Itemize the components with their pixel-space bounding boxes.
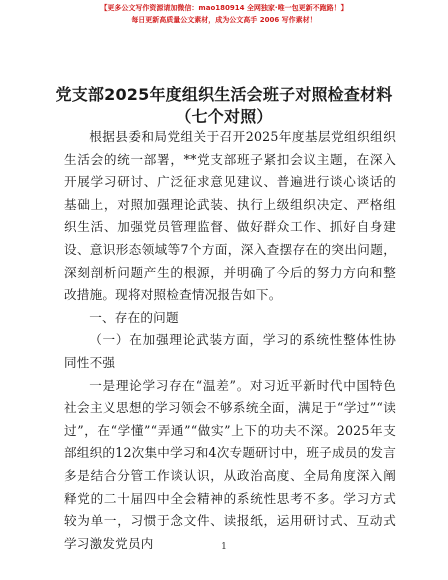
page-number: 1 [221,542,227,552]
intro-paragraph: 根据县委和局党组关于召开2025年度基层党组织组织生活会的统一部署，**党支部班子紧扣会议主题，在深入开展学习研讨、广泛征求意见建议、普遍进行谈心谈话的基础上，对照加强理论武装、执行上级组织决定、严格组织生活、加强党员管理监督、做好群众工作、抓好自身建设、意识形态领域等7个方面，深入查摆存在的突出问题，深刻剖析问题产生的根源，并明确了今后的努力方向和整改措施。现将对照检查情况报告如下。 [64,129,396,303]
promo-banner [0,2,448,26]
document-title: 党支部2025年度组织生活会班子对照检查材料 [55,85,393,104]
promo-banner-line-1: 【更多公文写作资源请加微信：mao180914 全网独家·唯一包更新不跑路！】 [100,4,348,12]
subsection-heading: （一）在加强理论武装方面，学习的系统性整体性协同性不强 [64,332,396,370]
promo-banner-line-2: 每日更新高质量公文素材，成为公文高手 2006 写作素材！ [131,16,317,24]
document-subtitle: （七个对照） [175,107,273,126]
body-paragraph: 一是理论学习存在“温差”。对习近平新时代中国特色社会主义思想的学习领会不够系统全面，满足于“学过”“读过”，在“学懂”“弄通”“做实”上下的功夫不深。2025年支部组织的12次集中学习和4次专题研讨中，班子成员的发言多是结合分管工作谈认识，从政治高度、全局角度深入阐释党的二十届四中全会精神的系统性思考不多。学习方式较为单一，习惯于念文件、读报纸，运用研讨式、互动式学习激发党员内 [64,377,396,551]
section-heading: 一、存在的问题 [89,309,179,325]
document-body [64,126,396,555]
